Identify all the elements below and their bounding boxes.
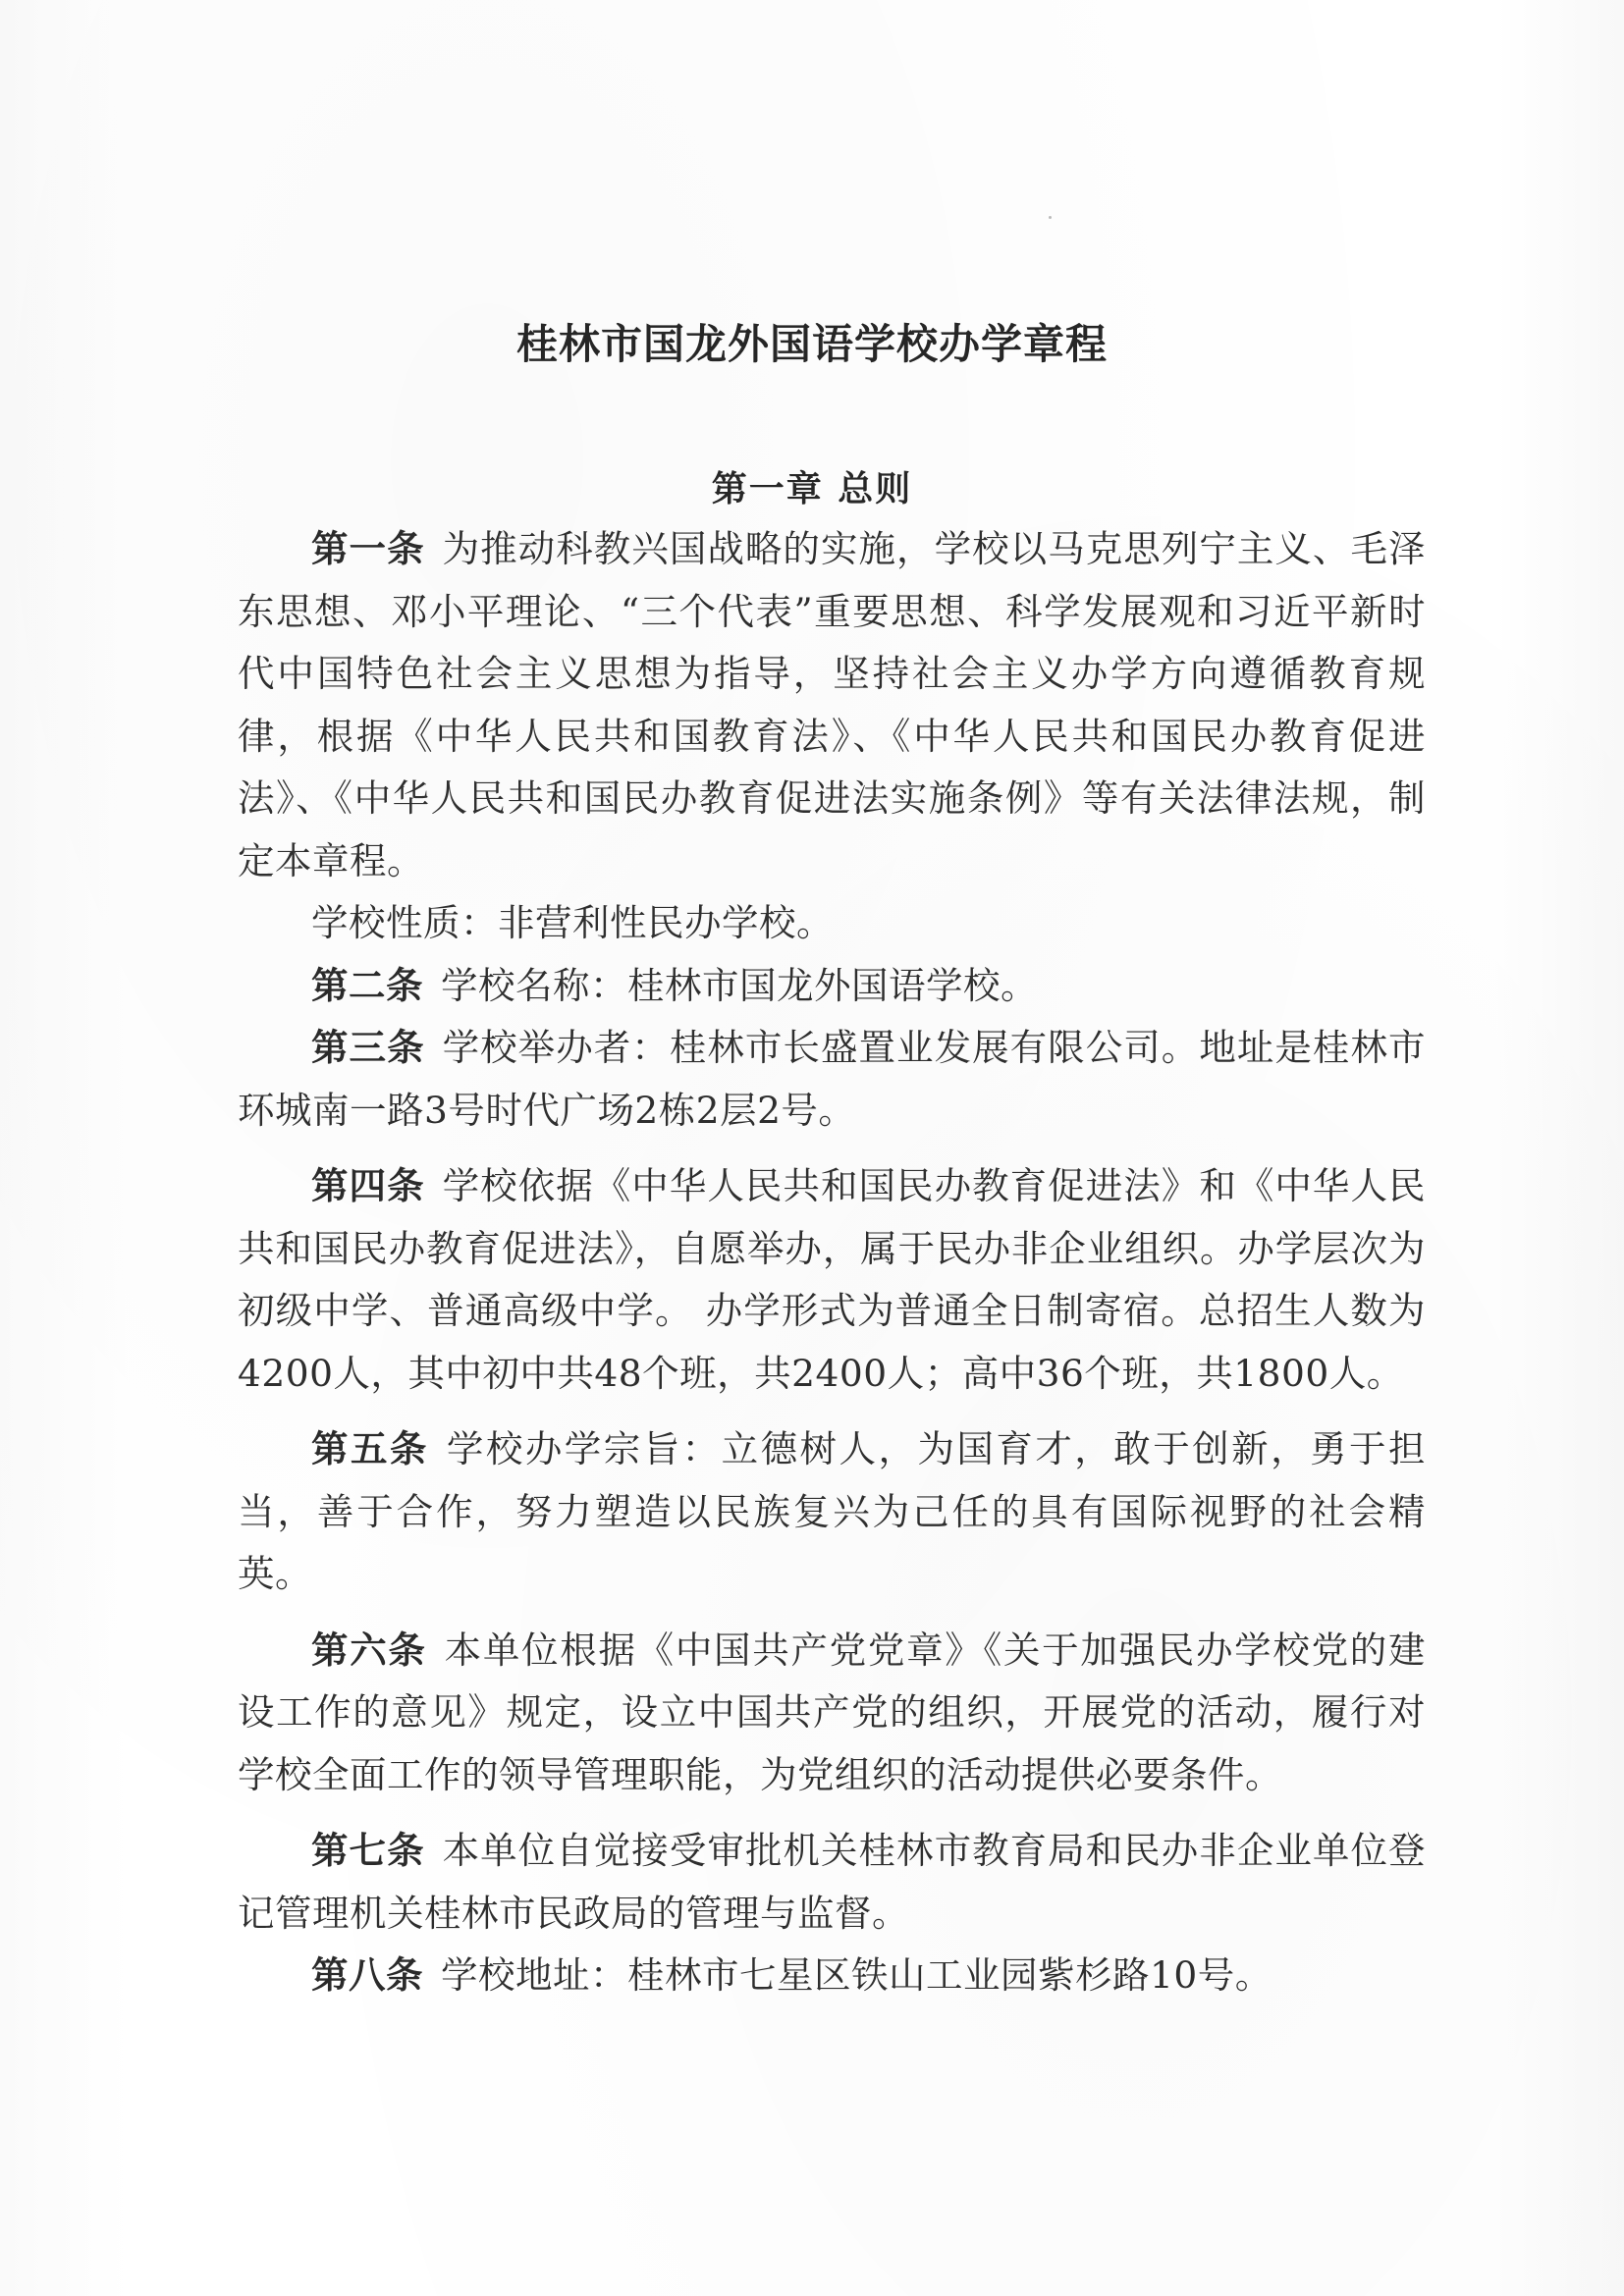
- article-5: [238, 1418, 1426, 1606]
- article-7: [238, 1820, 1426, 1945]
- article-text: 为推动科教兴国战略的实施，学校以马克思列宁主义、毛泽东思想、邓小平理论、“三个代表”重要思想、科学发展观和习近平新时代中国特色社会主义思想为指导，坚持社会主义办学方向遵循教育规律，根据《中华人民共和国教育法》、《中华人民共和国民办教育促进法》、《中华人民共和国民办教育促进法实施条例》等有关法律法规，制定本章程。: [238, 527, 1426, 882]
- article-label: 第六条: [311, 1628, 427, 1672]
- article-8: [238, 1945, 1426, 2007]
- article-label: 第三条: [311, 1026, 425, 1069]
- school-nature-paragraph: [238, 892, 1426, 955]
- article-2: [238, 955, 1426, 1018]
- article-text: 学校举办者：桂林市长盛置业发展有限公司。地址是桂林市环城南一路3号时代广场2栋2层2号。: [238, 1026, 1426, 1132]
- article-text: 本单位根据《中国共产党党章》《关于加强民办学校党的建设工作的意见》规定，设立中国共产党的组织，开展党的活动，履行对学校全面工作的领导管理职能，为党组织的活动提供必要条件。: [238, 1628, 1427, 1796]
- document-title: 桂林市国龙外国语学校办学章程: [515, 320, 1108, 368]
- article-label: 第八条: [311, 1953, 423, 1997]
- article-text: 本单位自觉接受审批机关桂林市教育局和民办非企业单位登记管理机关桂林市民政局的管理与监督。: [238, 1829, 1426, 1935]
- article-text: 学校办学宗旨：立德树人，为国育才，敢于创新，勇于担当，善于合作，努力塑造以民族复兴为己任的具有国际视野的社会精英。: [238, 1427, 1426, 1595]
- article-text: 学校性质：非营利性民办学校。: [311, 901, 834, 944]
- scan-speck: [1049, 216, 1052, 219]
- article-text: 学校地址：桂林市七星区铁山工业园紫杉路10号。: [441, 1953, 1272, 1997]
- article-label: 第一条: [311, 527, 425, 570]
- article-label: 第五条: [311, 1427, 429, 1470]
- article-4: [238, 1155, 1426, 1405]
- article-text: 学校名称：桂林市国龙外国语学校。: [441, 963, 1038, 1007]
- article-1: [238, 518, 1426, 892]
- article-text: 学校依据《中华人民共和国民办教育促进法》和《中华人民共和国民办教育促进法》，自愿举办，属于民办非企业组织。办学层次为初级中学、普通高级中学。 办学形式为普通全日制寄宿。总招生人数为4200人，其中初中共48个班，共2400人；高中36个班，共1800人。: [238, 1164, 1426, 1395]
- document-body: [238, 518, 1426, 2007]
- article-3: [238, 1017, 1426, 1142]
- article-label: 第二条: [311, 963, 423, 1007]
- article-label: 第四条: [311, 1164, 425, 1207]
- article-6: [238, 1620, 1426, 1807]
- article-label: 第七条: [311, 1829, 425, 1872]
- chapter-heading: 第一章 总则: [711, 469, 913, 509]
